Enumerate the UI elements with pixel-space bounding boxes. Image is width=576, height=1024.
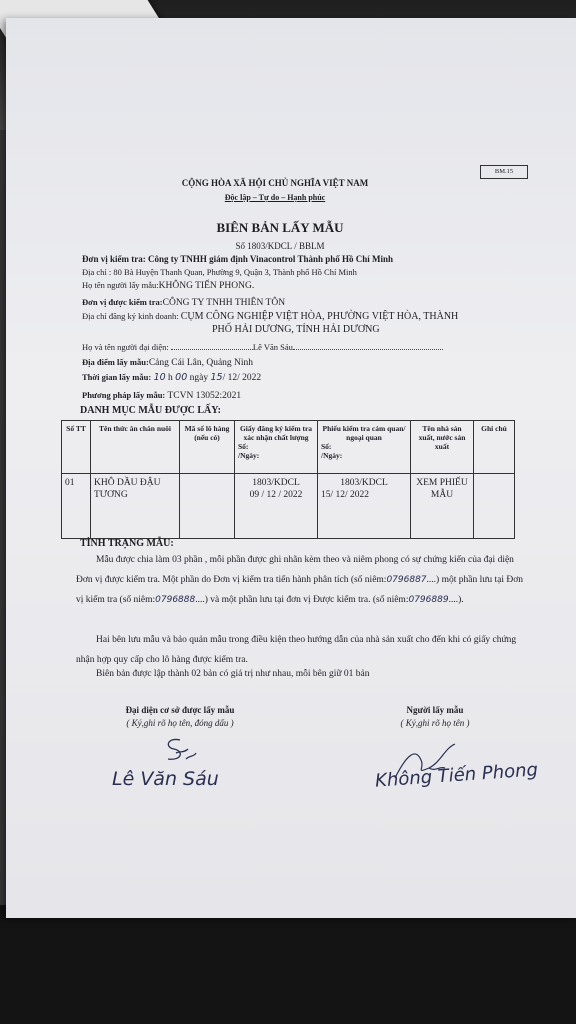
header-check-slip-title: Phiếu kiểm tra cảm quan/ ngoại quan	[322, 424, 406, 442]
status-text-b: ....) một phần lưu tại Đơn vị kiểm tra (số niêm:	[76, 575, 523, 605]
inspector-label: Đơn vị kiểm tra:	[82, 254, 146, 264]
header-check-slip	[318, 421, 411, 474]
sampling-place-line	[82, 356, 253, 369]
cell-feed-name: KHÔ DẦU ĐẬU TƯƠNG	[91, 474, 180, 539]
representative-dots-trailing	[293, 349, 443, 350]
right-signer-subtitle: ( Ký,ghi rõ họ tên )	[400, 718, 470, 728]
cell-registration	[235, 474, 318, 539]
sampling-minute-handwritten: 00	[175, 372, 188, 383]
representative-label: Họ và tên người đại diện:	[82, 342, 169, 352]
national-motto: Độc lập – Tự do – Hạnh phúc	[224, 193, 326, 202]
sampling-day-handwritten: 15	[210, 372, 223, 383]
business-address-line1	[82, 310, 458, 323]
sampling-date-rest: / 12/ 2022	[222, 373, 262, 383]
representative-dots	[171, 349, 253, 350]
address-value: 80 Bà Huyện Thanh Quan, Phường 9, Quận 3, Thành phố Hồ Chí Minh	[113, 267, 357, 277]
inspector-line	[82, 253, 393, 265]
sampling-time-label: Thời gian lấy mẫu:	[82, 372, 152, 382]
business-address-value-1: CỤM CÔNG NGHIỆP VIỆT HÒA, PHƯỜNG VIỆT HÒA, THÀNH	[180, 311, 459, 322]
left-signer-name-handwritten: Lê Văn Sáu	[112, 768, 219, 790]
sampler-label: Họ tên người lấy mẫu:	[82, 280, 159, 290]
inspected-value: CÔNG TY TNHH THIÊN TÔN	[162, 298, 286, 308]
table-header-row	[62, 421, 515, 474]
cell-manufacturer: XEM PHIẾU MẪU	[411, 474, 474, 539]
right-signer-name-handwritten: Không Tiến Phong	[374, 759, 539, 792]
cell-stt: 01	[62, 474, 91, 539]
sampler-value: KHÔNG TIẾN PHONG.	[158, 281, 255, 291]
address-label: Địa chỉ :	[82, 267, 114, 277]
cell-registration-no: 1803/KDCL	[252, 478, 300, 488]
cell-lot-code	[180, 474, 235, 539]
table-row	[62, 474, 515, 539]
header-registration-so: Số:	[238, 442, 249, 451]
cell-note	[474, 474, 515, 539]
copies-paragraph: Biên bản được lập thành 02 bản có giá trị như nhau, mỗi bên giữ 01 bản	[96, 669, 370, 679]
left-signer-subtitle: ( Ký,ghi rõ họ tên, đóng dấu )	[126, 718, 234, 728]
inspector-value: Công ty TNHH giám định Vinacontrol Thành phố Hồ Chí Minh	[147, 254, 394, 264]
inspected-unit-line	[82, 296, 285, 309]
header-lot-code: Mã số lô hàng (nếu có)	[180, 421, 235, 474]
header-check-slip-ngay: /Ngày:	[321, 451, 343, 460]
header-check-slip-so: Số:	[321, 442, 332, 451]
business-address-label: Địa chỉ đăng ký kinh doanh:	[82, 311, 181, 321]
sample-list-title: DANH MỤC MẪU ĐƯỢC LẤY:	[80, 405, 221, 416]
sampling-place-label: Địa điểm lấy mẫu:	[82, 357, 149, 367]
sample-table	[61, 420, 515, 539]
status-text-c: ....) và một phần lưu tại đơn vị Được kiểm tra. (số niêm:	[195, 595, 409, 605]
cell-check-slip	[318, 474, 411, 539]
representative-line	[82, 341, 443, 353]
sampling-place-value: Cảng Cái Lân, Quảng Ninh	[148, 358, 254, 368]
backdrop-bottom	[0, 905, 576, 1024]
header-registration	[235, 421, 318, 474]
header-registration-ngay: /Ngày:	[238, 451, 260, 460]
sample-status-paragraph	[76, 550, 524, 610]
seal-number-1: 0796887	[386, 575, 427, 585]
country-header: CỘNG HÒA XÃ HỘI CHỦ NGHĨA VIỆT NAM	[181, 178, 369, 188]
header-manufacturer: Tên nhà sản xuất, nước sản xuất	[411, 421, 474, 474]
seal-number-2: 0796888	[155, 595, 196, 605]
header-feed-name: Tên thức ăn chăn nuôi	[91, 421, 180, 474]
document-number: Số 1803/KDCL / BBLM	[235, 241, 325, 251]
cell-check-slip-date: 15/ 12/ 2022	[321, 490, 370, 500]
sample-status-title: TÌNH TRẠNG MẪU:	[80, 538, 174, 549]
representative-value: Lê Văn Sáu	[252, 342, 293, 352]
storage-paragraph: Hai bên lưu mẫu và bảo quản mẫu trong điều kiện theo hướng dẫn của nhà sản xuất cho đến khi có giấy chứng nhận hợp quy cấp cho lô hàng được kiểm tra.	[76, 635, 517, 665]
cell-registration-date: 09 / 12 / 2022	[249, 490, 303, 500]
sampling-hour-unit: h	[165, 373, 176, 383]
address-line	[82, 266, 357, 278]
status-text-a: Mẫu được chia làm 03 phần , mỗi phần được ghi nhãn kèm theo và niêm phong có sự chứng kiến của đại diện Đơn vị được kiểm tra. Một phần do Đơn vị kiểm tra tiến hành phân tích (số niêm:	[76, 555, 514, 585]
sampling-time-line	[82, 371, 261, 384]
sampler-line	[82, 279, 254, 292]
status-text-d: ....).	[448, 595, 464, 605]
document-title: BIÊN BẢN LẤY MẪU	[216, 220, 344, 235]
right-signer-title: Người lấy mẫu	[406, 705, 464, 715]
left-signature-mark	[150, 735, 200, 770]
cell-check-slip-no: 1803/KDCL	[340, 478, 388, 488]
inspected-label: Đơn vị được kiểm tra:	[82, 297, 163, 307]
sampling-hour-handwritten: 10	[153, 372, 166, 383]
header-note: Ghi chú	[474, 421, 515, 474]
sampling-method-label: Phương pháp lấy mẫu:	[82, 390, 166, 400]
sampling-day-label: ngày	[187, 373, 211, 383]
form-code-badge: BM.15	[480, 165, 528, 179]
header-registration-title: Giấy đăng ký kiểm tra xác nhận chất lượng	[239, 424, 313, 442]
sampling-method-line	[82, 389, 241, 402]
seal-number-3: 0796889	[408, 595, 449, 605]
left-signer-title: Đại diện cơ sở được lấy mẫu	[125, 705, 235, 715]
business-address-value-2: PHỐ HẢI DƯƠNG, TỈNH HẢI DƯƠNG	[212, 324, 380, 335]
sampling-method-value: TCVN 13052:2021	[167, 391, 242, 401]
header-stt: Số TT	[62, 421, 91, 474]
